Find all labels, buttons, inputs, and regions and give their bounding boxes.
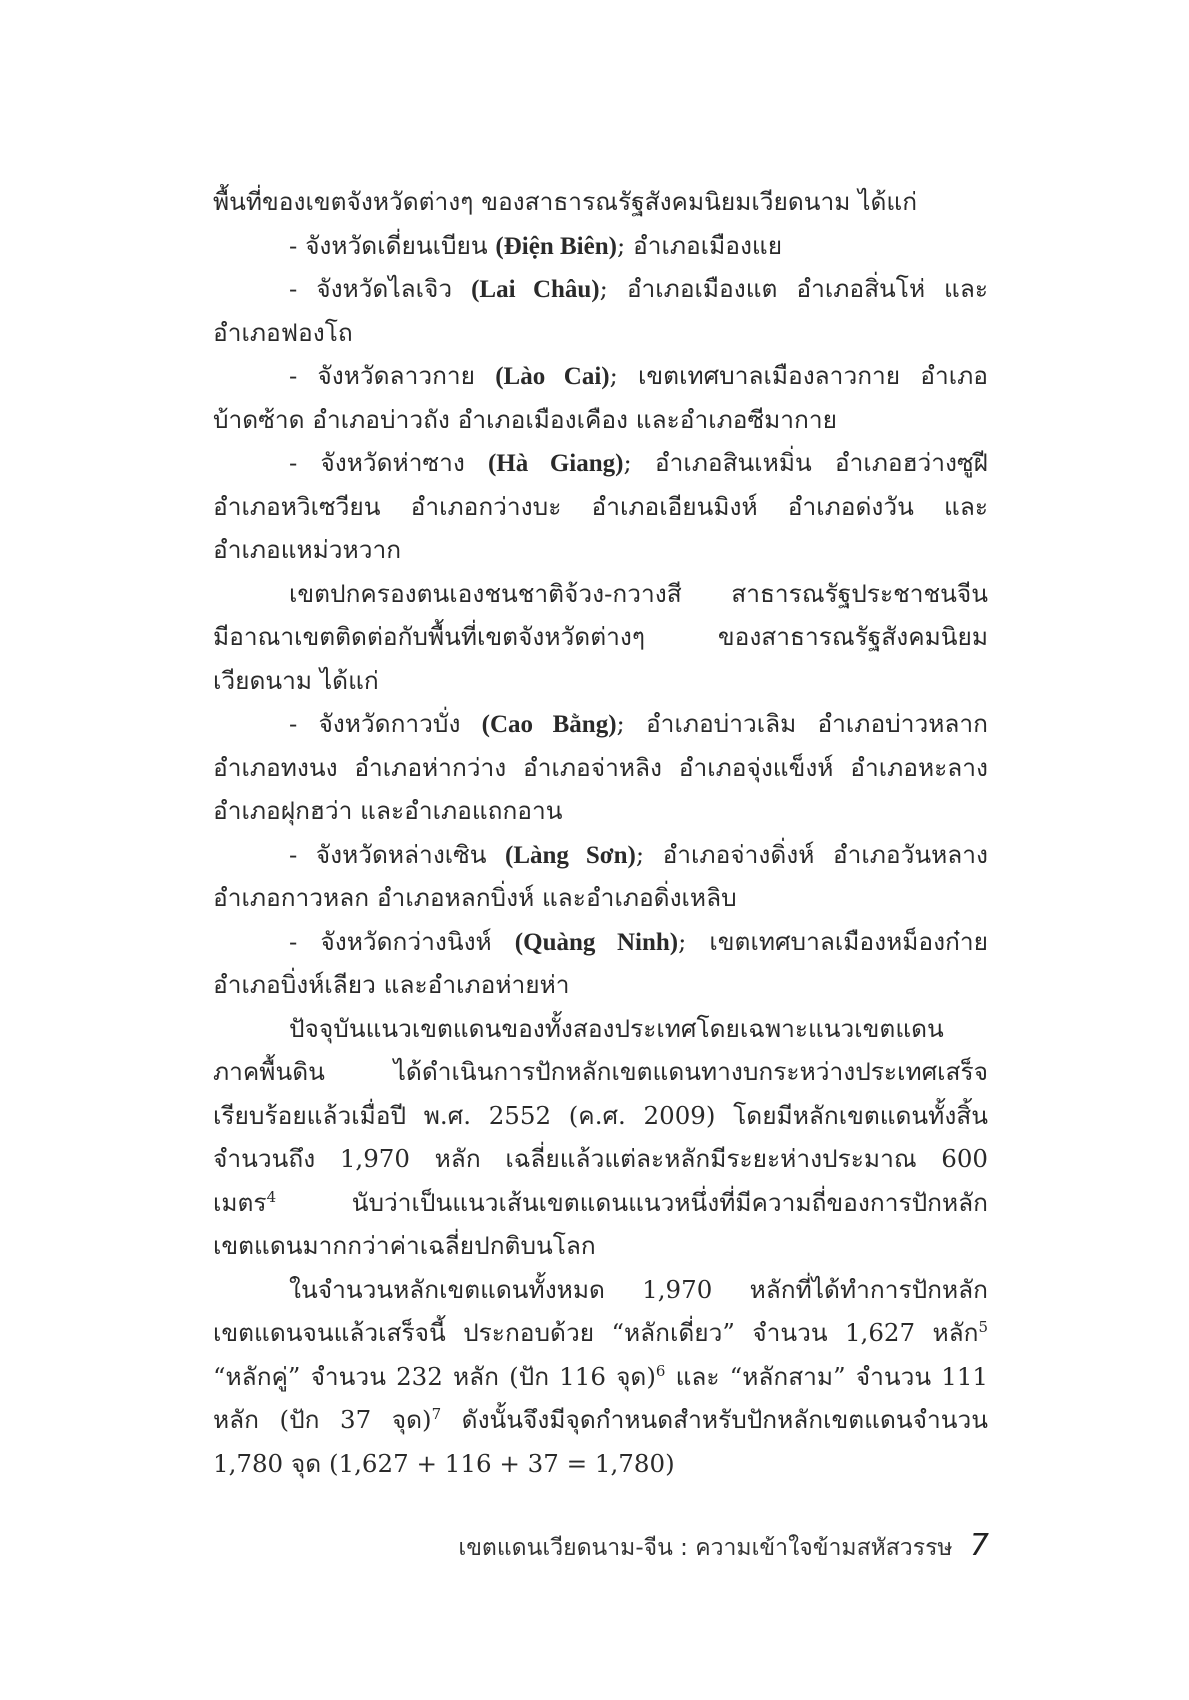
text-line (213, 659, 988, 703)
text-line (213, 1007, 988, 1051)
text-line (213, 441, 988, 485)
page-footer (458, 1528, 989, 1566)
text-line (213, 354, 988, 398)
text-line (213, 615, 988, 659)
line-text: หลัก (ปัก 37 จุด) (213, 1405, 432, 1434)
line-text-continued: ; เขตเทศบาลเมืองลาวกาย อำเภอ (609, 361, 989, 390)
line-text: เวียดนาม ได้แก่ (213, 665, 379, 695)
line-text: เมตร (213, 1187, 267, 1217)
line-text: “หลักคู่” จำนวน 232 หลัก (ปัก 116 จุด) (213, 1361, 656, 1391)
line-text-continued: ; อำเภอสินเหมิ่น อำเภอฮว่างซูฝี (623, 448, 988, 477)
line-text: - จังหวัดกว่างนิงห์ (289, 926, 492, 956)
line-text: อำเภอทงนง อำเภอห่ากว่าง อำเภอจ่าหลิง อำเภอจุ่งแข็งห์ อำเภอหะลาง (213, 752, 988, 782)
line-text: อำเภอหวิเซวียน อำเภอกว่างบะ อำเภอเอียนมิงห์ อำเภอด่งวัน และ (213, 491, 988, 521)
text-line (213, 398, 988, 442)
text-line (213, 1398, 988, 1442)
text-line (213, 1311, 988, 1355)
text-line (213, 1094, 988, 1138)
line-text: - จังหวัดกาวบั่ง (289, 709, 461, 738)
line-text: - จังหวัดเดี่ยนเบียน (289, 230, 488, 260)
vietnamese-place-name: (Lào Cai) (495, 363, 610, 390)
text-line (213, 1181, 988, 1225)
line-text: พื้นที่ของเขตจังหวัดต่างๆ ของสาธารณรัฐสังคมนิยมเวียดนาม ได้แก่ (213, 187, 918, 216)
text-line (213, 1224, 988, 1268)
page-number: 7 (969, 1528, 989, 1563)
line-text-continued: ; อำเภอเมืองแต อำเภอสิ่นโห่ และ (599, 274, 988, 303)
footnote-marker: 4 (266, 1187, 277, 1206)
text-line (213, 702, 988, 746)
text-line (213, 746, 988, 790)
line-text: ในจำนวนหลักเขตแดนทั้งหมด 1,970 หลักที่ได้ทำการปักหลัก (289, 1274, 988, 1304)
text-line (213, 963, 988, 1007)
text-line (213, 876, 988, 920)
line-text: จำนวนถึง 1,970 หลัก เฉลี่ยแล้วแต่ละหลักมีระยะห่างประมาณ 600 (213, 1144, 988, 1173)
text-line (213, 1050, 988, 1094)
vietnamese-place-name: (Làng Sơn) (505, 841, 636, 869)
running-title: เขตแดนเวียดนาม-จีน : ความเข้าใจข้ามสหัสวรรษ (458, 1535, 953, 1561)
text-line (213, 528, 988, 572)
footnote-marker: 7 (431, 1404, 442, 1423)
text-line (213, 833, 988, 877)
text-line (213, 572, 988, 616)
vietnamese-place-name: (Quàng Ninh) (514, 928, 679, 956)
line-text: - จังหวัดหล่างเซิน (289, 839, 487, 869)
line-text-continued: ; อำเภอเมืองแย (616, 230, 783, 260)
text-line (213, 1355, 988, 1399)
vietnamese-place-name: (Cao Bằng) (481, 711, 617, 738)
text-line (213, 1268, 988, 1312)
line-text: อำเภอฝุกฮว่า และอำเภอแถกอาน (213, 796, 563, 825)
line-text-continued: ; อำเภอบ่าวเลิม อำเภอบ่าวหลาก (616, 709, 988, 738)
line-text: เขตแดนจนแล้วเสร็จนี้ ประกอบด้วย “หลักเดี่ยว” จำนวน 1,627 หลัก (213, 1318, 979, 1347)
line-text-continued: ; อำเภอจ่างดิ่งห์ อำเภอวันหลาง (635, 839, 988, 869)
footnote-marker: 6 (655, 1361, 666, 1380)
text-line (213, 1137, 988, 1181)
line-text: ปัจจุบันแนวเขตแดนของทั้งสองประเทศโดยเฉพาะแนวเขตแดน (289, 1013, 944, 1043)
line-text-continued: ; เขตเทศบาลเมืองหม็องก๋าย (678, 926, 988, 956)
text-line (213, 1442, 988, 1486)
line-text: เรียบร้อยแล้วเมื่อปี พ.ศ. 2552 (ค.ศ. 2009) โดยมีหลักเขตแดนทั้งสิ้น (213, 1100, 988, 1130)
footnote-marker: 5 (978, 1317, 988, 1336)
line-text-continued: นับว่าเป็นแนวเส้นเขตแดนแนวหนึ่งที่มีความถี่ของการปักหลัก (276, 1187, 988, 1217)
line-text: - จังหวัดไลเจิว (289, 274, 453, 303)
line-text: เขตปกครองตนเองชนชาติจ้วง-กวางสี สาธารณรัฐประชาชนจีน (289, 578, 988, 608)
line-text: ภาคพื้นดิน ได้ดำเนินการปักหลักเขตแดนทางบกระหว่างประเทศเสร็จ (213, 1057, 988, 1086)
line-text-continued: และ “หลักสาม” จำนวน 111 (665, 1361, 988, 1391)
text-line (213, 485, 988, 529)
line-text: - จังหวัดห่าซาง (289, 448, 465, 477)
line-text: อำเภอบิ่งห์เลียว และอำเภอห่ายห่า (213, 970, 570, 999)
vietnamese-place-name: (Lai Châu) (471, 276, 600, 303)
line-text: อำเภอกาวหลก อำเภอหลกบิ่งห์ และอำเภอดิ่งเหลิบ (213, 883, 737, 912)
line-text-continued: ดังนั้นจึงมีจุดกำหนดสำหรับปักหลักเขตแดนจำนวน (441, 1405, 988, 1434)
body-text (213, 180, 988, 1485)
text-line (213, 267, 988, 311)
line-text: 1,780 จุด (1,627 + 116 + 37 = 1,780) (213, 1448, 675, 1478)
text-line (213, 920, 988, 964)
line-text: เขตแดนมากกว่าค่าเฉลี่ยปกติบนโลก (213, 1231, 596, 1260)
text-line (213, 224, 988, 268)
text-line (213, 311, 988, 355)
text-line (213, 789, 988, 833)
line-text: บ้าดซ้าด อำเภอบ่าวถัง อำเภอเมืองเคือง และอำเภอซีมากาย (213, 404, 837, 434)
vietnamese-place-name: (Hà Giang) (487, 450, 624, 477)
line-text: มีอาณาเขตติดต่อกับพื้นที่เขตจังหวัดต่างๆ ของสาธารณรัฐสังคมนิยม (213, 622, 988, 651)
vietnamese-place-name: (Điện Biên) (495, 232, 617, 260)
line-text: - จังหวัดลาวกาย (289, 361, 476, 390)
line-text: อำเภอฟองโถ (213, 317, 353, 347)
line-text: อำเภอแหม่วหวาก (213, 535, 402, 564)
text-line (213, 180, 988, 224)
